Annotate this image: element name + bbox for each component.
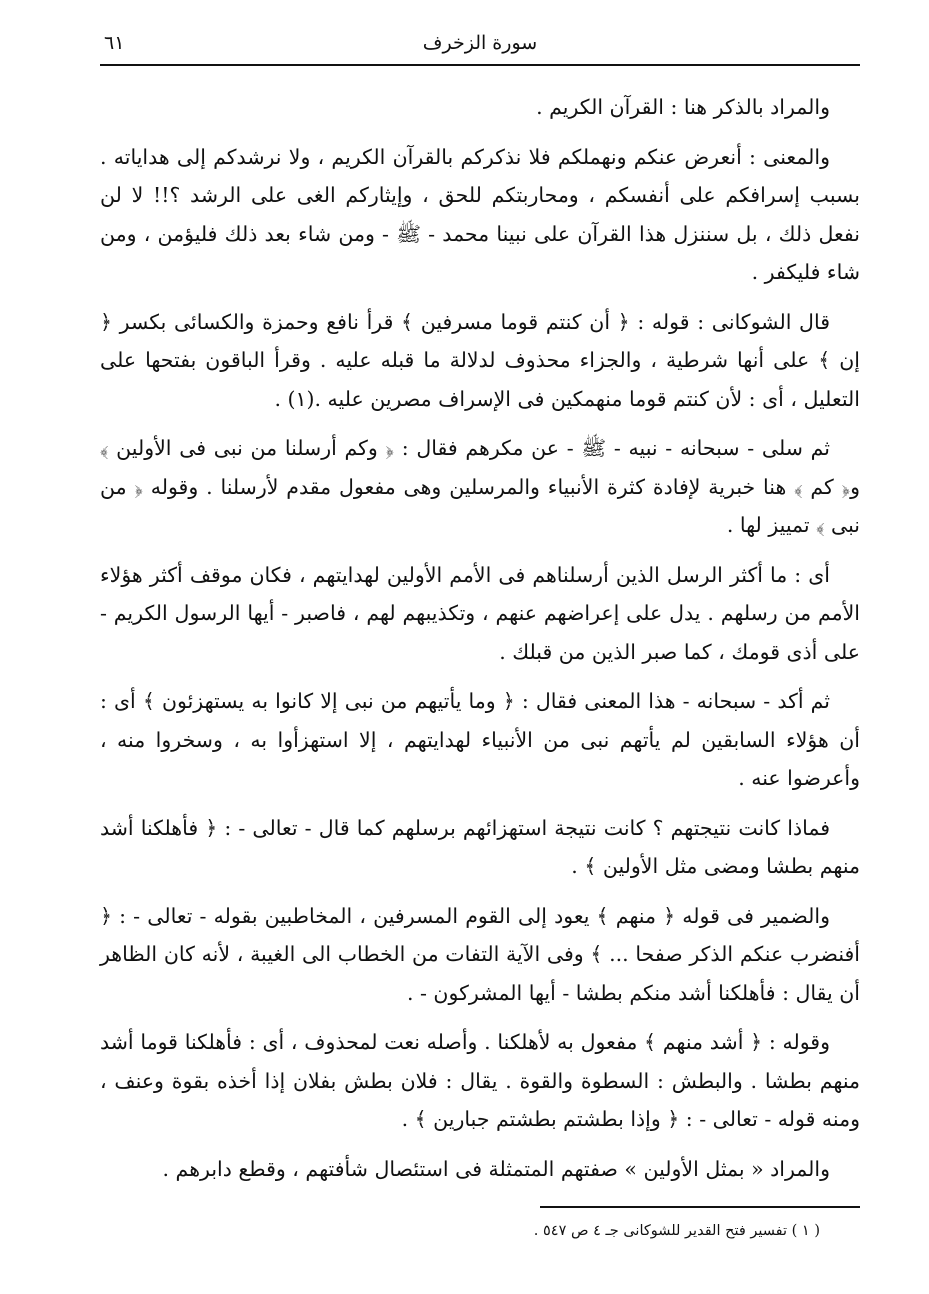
paragraph: وقوله : ﴿ أشد منهم ﴾ مفعول به لأهلكنا . وأصله نعت لمحذوف ، أى : فأهلكنا قوما أشد منهم بطشا . والبطش : السطوة والقوة . يقال : فلان بطش بفلان إذا أخذه بقوة وعنف ، ومنه قوله - تعالى - : ﴿ وإذا بطشتم بطشتم جبارين ﴾ . xyxy=(100,1030,860,1131)
paragraph: والمراد بالذكر هنا : القرآن الكريم . xyxy=(536,95,830,119)
paragraph: فماذا كانت نتيجتهم ؟ كانت نتيجة استهزائهم برسلهم كما قال - تعالى - : ﴿ فأهلكنا أشد منهم بطشا ومضى مثل الأولين ﴾ . xyxy=(100,815,860,878)
body-text xyxy=(100,88,860,1188)
paragraph: والمعنى : أنعرض عنكم ونهملكم فلا نذكركم بالقرآن الكريم ، ولا نرشدكم إلى هداياته . بسبب إسرافكم على أنفسكم ، ومحاربتكم للحق ، وإيثاركم الغى على الرشد ؟!! لا لن نفعل ذلك ، بل سننزل هذا القرآن على نبينا محمد - ﷺ - ومن شاء بعد ذلك فليؤمن ، ومن شاء فليكفر . xyxy=(100,144,860,284)
footnote-divider xyxy=(540,1206,860,1208)
paragraph: والضمير فى قوله ﴿ منهم ﴾ يعود إلى القوم المسرفين ، المخاطبين بقوله - تعالى - : ﴿ أفنضرب عنكم الذكر صفحا ... ﴾ وفى الآية التفات من الخطاب الى الغيبة ، لأنه كان الظاهر أن يقال : فأهلكنا أشد منكم بطشا - أيها المشركون - . xyxy=(100,903,860,1005)
paragraph: أى : ما أكثر الرسل الذين أرسلناهم فى الأمم الأولين لهدايتهم ، فكان موقف أكثر هؤلاء الأمم من رسلهم . يدل على إعراضهم عنهم ، وتكذيبهم لهم ، فاصبر - أيها الرسول الكريم - على أذى قومك ، كما صبر الذين من قبلك . xyxy=(100,562,860,664)
paragraph: ثم أكد - سبحانه - هذا المعنى فقال : ﴿ وما يأتيهم من نبى إلا كانوا به يستهزئون ﴾ أى : أن هؤلاء السابقين لم يأتهم نبى من الأنبياء لهدايتهم ، إلا استهزأوا به ، وسخروا منه ، وأعرضوا عنه . xyxy=(100,689,860,790)
paragraph: والمراد « بمثل الأولين » صفتهم المتمثلة فى استئصال شأفتهم ، وقطع دابرهم . xyxy=(162,1156,830,1181)
page-header xyxy=(100,30,860,66)
paragraph: ثم سلى - سبحانه - نبيه - ﷺ - عن مكرهم فقال : ﴿ وكم أرسلنا من نبى فى الأولين ﴾ و﴿ كم ﴾ هنا خبرية لإفادة كثرة الأنبياء والمرسلين وهى مفعول مقدم لأرسلنا . وقوله ﴿ من نبى ﴾ تمييز لها . xyxy=(100,436,860,537)
surah-title: سورة الزخرف xyxy=(422,32,538,54)
page xyxy=(100,30,860,1244)
paragraph: قال الشوكانى : قوله : ﴿ أن كنتم قوما مسرفين ﴾ قرأ نافع وحمزة والكسائى بكسر ﴿ إن ﴾ على أنها شرطية ، والجزاء محذوف لدلالة ما قبله عليه . وقرأ الباقون بفتحها على التعليل ، أى : لأن كنتم قوما منهمكين فى الإسراف مصرين عليه .(١) . xyxy=(100,309,860,411)
page-number: ٦١ xyxy=(104,32,125,54)
footnote: ( ١ ) تفسير فتح القدير للشوكانى جـ ٤ ص ٥٤٧ . xyxy=(533,1223,820,1239)
